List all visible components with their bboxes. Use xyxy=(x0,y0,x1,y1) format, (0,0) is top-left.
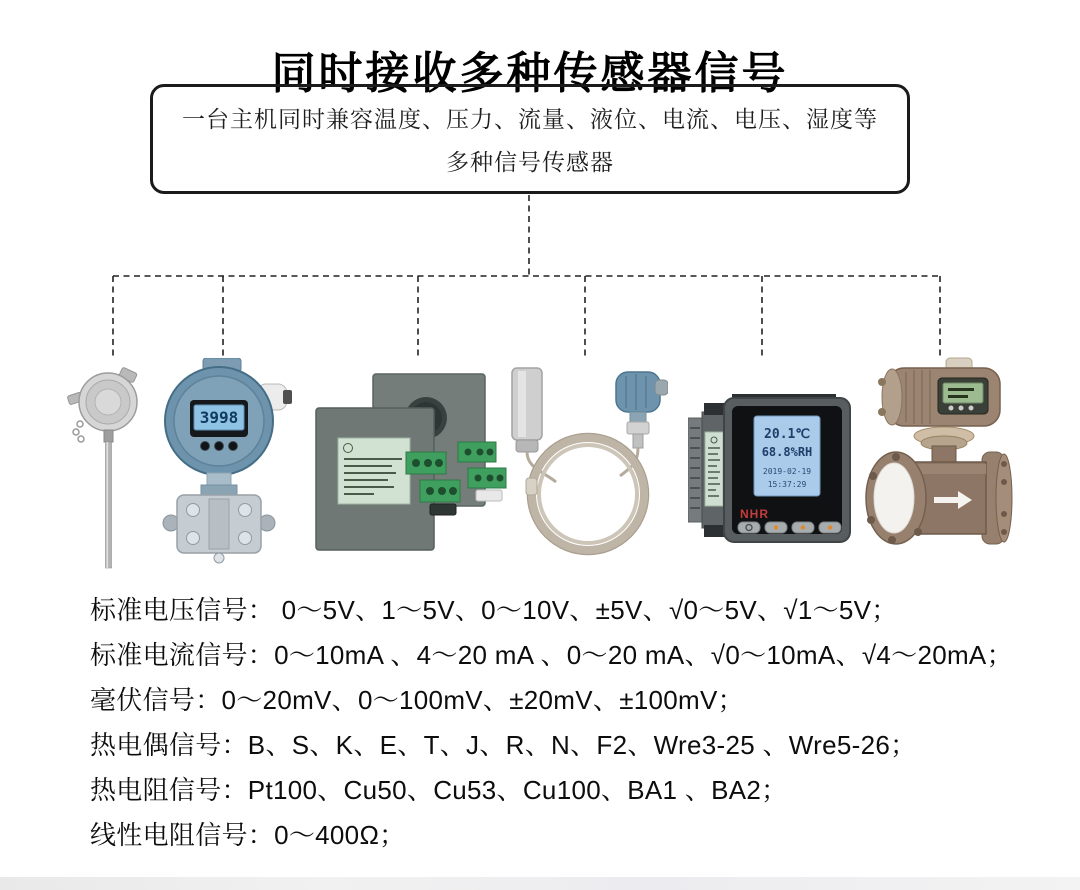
temperature-sensor-image xyxy=(62,362,152,577)
description-line-2: 多种信号传感器 xyxy=(446,149,614,175)
pressure-transmitter-image xyxy=(157,358,293,577)
spec-line-voltage: 标准电压信号： 0～5V、1～5V、0～10V、±5V、√0～5V、√1～5V； xyxy=(90,595,898,625)
description-box xyxy=(150,84,910,194)
thermocouple-icon xyxy=(62,362,152,572)
signal-isolators-image xyxy=(308,366,516,563)
electromagnetic-flowmeter-image xyxy=(858,356,1034,555)
flowmeter-icon xyxy=(858,356,1034,550)
meter-lcd-date: 2019-02-19 xyxy=(762,467,812,476)
next-section-edge xyxy=(0,877,1080,890)
page-title: 同时接收多种传感器信号 xyxy=(271,49,789,99)
spec-line-thermocouple: 热电偶信号：B、S、K、E、T、J、R、N、F2、Wre3-25 、Wre5-26； xyxy=(90,730,917,760)
signal-isolator-icon xyxy=(308,366,516,558)
spec-line-linear-resistance: 线性电阻信号：0～400Ω； xyxy=(90,820,406,850)
description-line-1: 一台主机同时兼容温度、压力、流量、液位、电流、电压、湿度等 xyxy=(182,106,878,132)
digital-display-meter-image xyxy=(688,392,852,553)
spec-line-millivolt: 毫伏信号：0～20mV、0～100mV、±20mV、±100mV； xyxy=(90,685,744,715)
meter-lcd-temperature: 20.1℃ xyxy=(764,427,810,442)
level-sensor-icon xyxy=(500,362,668,562)
signal-spec-list xyxy=(90,588,1013,858)
meter-brand-logo: NHR xyxy=(740,507,769,521)
spec-line-current: 标准电流信号：0～10mA 、4～20 mA 、0～20 mA、√0～10mA、√4～20mA； xyxy=(90,640,1013,670)
meter-lcd-time: 15:37:29 xyxy=(767,480,807,489)
panel-meter-icon xyxy=(688,392,852,548)
pressure-transmitter-icon xyxy=(157,358,293,572)
level-transmitter-image xyxy=(500,362,668,567)
spec-line-rtd: 热电阻信号：Pt100、Cu50、Cu53、Cu100、BA1 、BA2； xyxy=(90,775,788,805)
meter-lcd-humidity: 68.8%RH xyxy=(761,445,813,459)
transmitter-lcd-value: 3998 xyxy=(199,408,239,427)
